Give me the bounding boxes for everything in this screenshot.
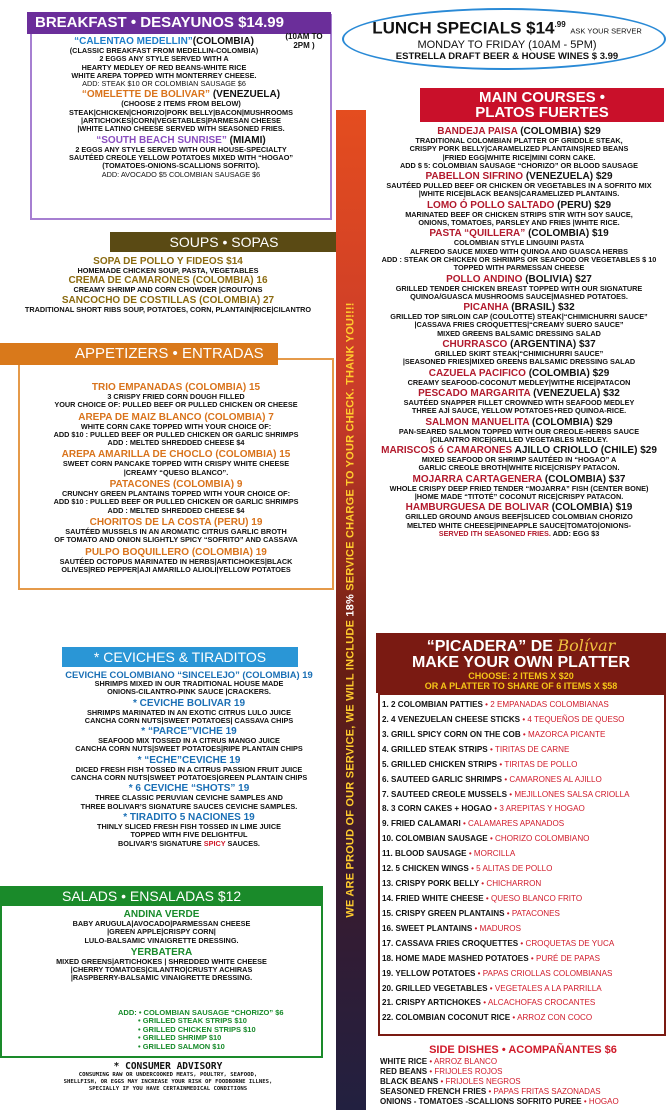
picadera-item: 1. 2 COLOMBIAN PATTIES • 2 EMPANADAS COLOMBIANAS xyxy=(382,700,609,709)
picadera-item-en: 11. BLOOD SAUSAGE xyxy=(382,849,467,859)
picadera-item-es: MADUROS xyxy=(479,923,521,933)
ceviches-list xyxy=(40,669,338,848)
picadera-item: 6. SAUTEED GARLIC SHRIMPS • CAMARONES AL AJILLO xyxy=(382,774,602,784)
main-dish-desc: CRISPY PORK BELLY|CARAMELIZED PLANTAINS|RED BEANS xyxy=(409,144,629,154)
main-header-line: PLATOS FUERTES xyxy=(475,104,609,121)
banner-text: WE ARE PROUD OF OUR SERVICE, WE WILL INCLUDE xyxy=(345,616,357,918)
dish-desc: HEARTY MEDLEY OF RED BEANS-WHITE RICE xyxy=(81,62,247,72)
side-item-es: FRIJOLES NEGROS xyxy=(445,1077,521,1086)
dish-desc: (TOMATOES-ONIONS-SCALLIONS SOFRITO). xyxy=(102,161,260,171)
dish-desc: STEAK|CHICKEN|CHORIZO|PORK BELLY|BACON|MUSHROOMS xyxy=(69,107,293,117)
appetizer-name: CHORITOS DE LA COSTA (PERU) 19 xyxy=(89,516,263,528)
picadera-item: 10. COLOMBIAN SAUSAGE • CHORIZO COLOMBIANO xyxy=(382,834,590,844)
soups-list xyxy=(0,256,336,314)
picadera-item-en: 15. CRISPY GREEN PLANTAINS xyxy=(382,908,505,918)
picadera-item-en: 9. FRIED CALAMARI xyxy=(382,819,461,829)
picadera-item: 8. 3 CORN CAKES + HOGAO • 3 AREPITAS Y HOGAO xyxy=(382,804,585,814)
main-dish-name: PASTA “QUILLERA” xyxy=(429,228,526,240)
ceviche-name: * “PARCE”VICHE 19 xyxy=(141,726,237,738)
appetizer-desc: YOUR CHOICE OF: PULLED BEEF OR PULLED CHICKEN OR CHEESE xyxy=(54,400,298,410)
main-dish-desc: COLOMBIAN STYLE LINGUINI PASTA xyxy=(453,238,585,248)
appetizer-name: PATACONES (COLOMBIA) 9 xyxy=(109,479,243,491)
main-dish-desc: GRILLED SKIRT STEAK|“CHIMICHURRI SAUCE” xyxy=(434,349,604,359)
picadera-item-es: 4 TEQUEÑOS DE QUESO xyxy=(527,714,625,724)
main-courses-list xyxy=(372,126,666,538)
main-dish-desc xyxy=(372,530,666,538)
appetizer-name: PULPO BOQUILLERO (COLOMBIA) 19 xyxy=(85,546,267,558)
ceviche-desc-text: SAUCES. xyxy=(225,838,260,848)
main-dish-price: AJILLO CRIOLLO (CHILE) $29 xyxy=(514,445,657,457)
main-dish-desc: ADD $ 5: COLOMBIAN SAUSAGE “CHORIZO” OR BLOOD SAUSAGE xyxy=(400,160,638,170)
main-dish-desc: |CASSAVA FRIES CROQUETTES|“CREAMY SUERO SAUCE” xyxy=(414,320,624,330)
side-item: ONIONS - TOMATOES -SCALLIONS SOFRITO PUREE • HOGAO xyxy=(380,1097,619,1106)
picadera-item-en: 17. CASSAVA FRIES CROQUETTES xyxy=(382,938,519,948)
dish-desc: 2 EGGS ANY STYLE SERVED WITH A xyxy=(99,54,229,64)
picadera-item: 5. GRILLED CHICKEN STRIPS • TIRITAS DE POLLO xyxy=(382,759,578,769)
main-dish-name: CHURRASCO xyxy=(442,339,508,351)
main-dish-desc: GRILLED TOP SIRLOIN CAP (COULOTTE) STEAK|“CHIMICHURRI SAUCE” xyxy=(390,312,648,322)
appetizer-desc: WHITE CORN CAKE TOPPED WITH YOUR CHOICE OF: xyxy=(80,421,272,431)
appetizer-desc: SAUTÉED MUSSELS IN AN AROMATIC CITRUS GARLIC BROTH xyxy=(65,526,287,536)
salad-desc: |CHERRY TOMATOES|CILANTRO|CRUSTY ACHIRAS xyxy=(70,965,253,975)
dish-name: “OMELETTE DE BOLIVAR” xyxy=(81,89,211,101)
main-dish-desc: MIXED GREENS BALSAMIC DRESSING SALAD xyxy=(437,328,601,338)
picadera-item-es: MEJILLONES SALSA CRIOLLA xyxy=(514,789,630,799)
picadera-item-es: PATACONES xyxy=(511,908,560,918)
banner-percent: 18% xyxy=(345,594,357,617)
picadera-item: 15. CRISPY GREEN PLANTAINS • PATACONES xyxy=(382,908,560,918)
side-item: BLACK BEANS • FRIJOLES NEGROS xyxy=(380,1077,521,1086)
picadera-item-es: ARROZ CON COCO xyxy=(517,1013,593,1023)
side-item-es: FRIJOLES ROJOS xyxy=(434,1067,503,1076)
main-dish-price: (COLOMBIA) $29 xyxy=(532,416,613,428)
picadera-item-en: 18. HOME MADE MASHED POTATOES xyxy=(382,953,529,963)
ceviche-desc xyxy=(40,840,338,848)
main-dish-price: (VENEZUELA) $29 xyxy=(525,171,613,183)
ceviche-name: CEVICHE COLOMBIANO “SINCELEJO” (COLOMBIA) 19 xyxy=(65,669,313,680)
ceviche-name: * “ECHE”CEVICHE 19 xyxy=(137,754,241,766)
ceviche-desc: SHRIMPS MARINATED IN AN EXOTIC CITRUS LULO JUICE xyxy=(87,707,291,717)
salad-add: • GRILLED SALMON $10 xyxy=(138,1041,225,1051)
side-item-en: ONIONS - TOMATOES -SCALLIONS SOFRITO PUREE xyxy=(380,1097,582,1106)
side-item: WHITE RICE • ARROZ BLANCO xyxy=(380,1057,498,1066)
main-dish-name: CAZUELA PACIFICO xyxy=(428,367,526,379)
picadera-title xyxy=(376,637,666,655)
salad-desc: LULO-BALSAMIC VINAIGRETTE DRESSING. xyxy=(84,935,239,945)
ceviche-name: * CEVICHE BOLIVAR 19 xyxy=(132,697,246,709)
appetizer-desc: |CREAMY “QUESO BLANCO”. xyxy=(123,467,229,477)
main-dish-desc: MELTED WHITE CHEESE|PINEAPPLE SAUCE|TOMATO|ONIONS- xyxy=(406,520,632,530)
side-item-en: BLACK BEANS xyxy=(380,1077,439,1086)
ceviche-desc: ONIONS-CILANTRO-PINK SAUCE |CRACKERS. xyxy=(107,687,271,697)
picadera-logo-text: Bolívar xyxy=(557,636,616,655)
burger-fries: SERVED ITH SEASONED FRIES. xyxy=(438,528,551,538)
picadera-item-en: 22. COLOMBIAN COCONUT RICE xyxy=(382,1013,511,1023)
picadera-item-es: QUESO BLANCO FRITO xyxy=(490,893,583,903)
side-item-es: PAPAS FRITAS SAZONADAS xyxy=(493,1087,601,1096)
main-dish-price: (COLOMBIA) $37 xyxy=(544,473,626,485)
picadera-item: 2. 4 VENEZUELAN CHEESE STICKS • 4 TEQUEÑOS DE QUESO xyxy=(382,714,625,724)
picadera-item-es: MORCILLA xyxy=(473,849,516,859)
breakfast-time: (10AM TO 2PM ) xyxy=(285,32,323,50)
main-dish-price: (PERU) $29 xyxy=(557,199,612,211)
picadera-item-es: VEGETALES A LA PARRILLA xyxy=(494,983,602,993)
main-dish-desc: GARLIC CREOLE BROTH|WHITE RICE|CRISPY PATACON. xyxy=(418,463,620,473)
service-charge-text xyxy=(336,110,366,1110)
picadera-item-en: 1. 2 COLOMBIAN PATTIES xyxy=(382,700,483,709)
ceviche-desc: DICED FRESH FISH TOSSED IN A CITRUS PASSION FRUIT JUICE xyxy=(75,764,303,774)
picadera-item-es: CAMARONES AL AJILLO xyxy=(509,774,602,784)
dish-desc: 2 EGGS ANY STYLE SERVED WITH OUR HOUSE-SPECIALTY xyxy=(75,144,287,154)
soup-name: CREMA DE CAMARONES (COLOMBIA) 16 xyxy=(68,275,268,287)
picadera-item: 4. GRILLED STEAK STRIPS • TIRITAS DE CARNE xyxy=(382,744,570,754)
main-dish-desc: GRILLED GROUND ANGUS BEEF|SLICED COLOMBIAN CHORIZO xyxy=(405,512,633,522)
dish-desc: |WHITE LATINO CHEESE SERVED WITH SEASONED FRIES. xyxy=(77,124,285,134)
ceviche-desc: SHRIMPS MIXED IN OUR TRADITIONAL HOUSE MADE xyxy=(94,679,284,688)
side-item-en: SEASONED FRENCH FRIES xyxy=(380,1087,487,1096)
picadera-item-en: 16. SWEET PLANTAINS xyxy=(382,923,473,933)
main-dish-name: PABELLON SIFRINO xyxy=(425,171,524,183)
main-dish-desc: PAN-SEARED SALMON TOPPED WITH OUR CREOLE-HERBS SAUCE xyxy=(398,426,640,436)
breakfast-list xyxy=(32,36,330,179)
advisory-title: * CONSUMER ADVISORY xyxy=(113,1061,223,1072)
ceviche-desc: CANCHA CORN NUTS|SWEET POTATOES| CASSAVA CHIPS xyxy=(84,715,294,725)
main-dish-desc: |FRIED EGG|WHITE RICE|MINI CORN CAKE. xyxy=(442,152,596,162)
picadera-item-en: 12. 5 CHICKEN WINGS xyxy=(382,864,469,874)
main-dish-name: PICANHA xyxy=(463,302,509,314)
picadera-item-en: 4. GRILLED STEAK STRIPS xyxy=(382,744,488,754)
main-dish-desc: |WHITE RICE|BLACK BEANS|CARAMELIZED PLANTAINS. xyxy=(418,189,620,199)
picadera-item-es: 2 EMPANADAS COLOMBIANAS xyxy=(490,700,609,709)
picadera-item: 22. COLOMBIAN COCONUT RICE • ARROZ CON COCO xyxy=(382,1013,593,1023)
dish-add: ADD: AVOCADO $5 COLOMBIAN SAUSAGE $6 xyxy=(101,169,261,179)
appetizers-header: APPETIZERS • ENTRADAS xyxy=(0,343,278,365)
ceviche-desc: CANCHA CORN NUTS|SWEET POTATOES|GREEN PLANTAIN CHIPS xyxy=(70,773,308,783)
picadera-item: 13. CRISPY PORK BELLY • CHICHARRON xyxy=(382,879,542,889)
soup-desc: TRADITIONAL SHORT RIBS SOUP, POTATOES, CORN, PLANTAIN|RICE|CILANTRO xyxy=(24,304,312,314)
main-dish-price: (COLOMBIA) $29 xyxy=(520,126,601,137)
picadera-share: OR A PLATTER TO SHARE OF 6 ITEMS X $58 xyxy=(424,681,618,691)
picadera-item-es: ALCACHOFAS CROCANTES xyxy=(487,998,596,1008)
picadera-item-es: TIRITAS DE POLLO xyxy=(504,759,578,769)
picadera-subtitle: MAKE YOUR OWN PLATTER xyxy=(411,654,631,671)
picadera-item-en: 10. COLOMBIAN SAUSAGE xyxy=(382,834,488,844)
soup-desc: CREAMY SHRIMP AND CORN CHOWDER |CROUTONS xyxy=(73,285,263,295)
consumer-advisory xyxy=(0,1061,336,1093)
main-dish-desc: MARINATED BEEF OR CHICKEN STRIPS STIR WITH SOY SAUCE, xyxy=(405,209,633,219)
salad-desc: BABY ARUGULA|AVOCADO|PARMESSAN CHEESE xyxy=(72,919,251,928)
main-dish-price: (VENEZUELA) $32 xyxy=(533,387,620,399)
dish-name: “CALENTAO MEDELLIN” xyxy=(74,36,193,47)
soup-desc: HOMEMADE CHICKEN SOUP, PASTA, VEGETABLES xyxy=(77,266,259,275)
ceviche-name: * 6 CEVICHE “SHOTS” 19 xyxy=(128,783,250,795)
main-dish-desc: GRILLED TENDER CHICKEN BREAST TOPPED WITH OUR SIGNATURE xyxy=(395,283,643,293)
burger-add: ADD: EGG $3 xyxy=(550,528,600,538)
appetizer-desc: OF TOMATO AND ONION SLIGHTLY SPICY “SOFRITO” AND CASSAVA xyxy=(54,535,298,545)
picadera-item: 18. HOME MADE MASHED POTATOES • PURÉ DE PAPAS xyxy=(382,953,600,963)
salad-desc: |RASPBERRY-BALSAMIC VINAIGRETTE DRESSING. xyxy=(70,973,253,983)
ceviche-desc: CANCHA CORN NUTS|SWEET POTATOES|RIPE PLANTAIN CHIPS xyxy=(75,744,303,754)
ceviche-desc: THREE CLASSIC PERUVIAN CEVICHE SAMPLES AND xyxy=(95,793,283,803)
picadera-item: 3. GRILL SPICY CORN ON THE COB • MAZORCA PICANTE xyxy=(382,729,606,739)
advisory-line: CONSUMING RAW OR UNDERCOOKED MEATS, POULTRY, SEAFOOD, xyxy=(78,1072,258,1078)
banner-text: SERVICE CHARGE TO YOUR CHECK. THANK YOU!!!! xyxy=(345,302,357,595)
side-item-en: WHITE RICE xyxy=(380,1057,428,1066)
main-dish-price: (COLOMBIA) $19 xyxy=(528,228,609,240)
picadera-item-es: 3 AREPITAS Y HOGAO xyxy=(499,804,585,814)
salad-add: • GRILLED STEAK STRIPS $10 xyxy=(138,1016,247,1026)
salad-adds xyxy=(118,1009,328,1051)
picadera-item-es: CHORIZO COLOMBIANO xyxy=(495,834,590,844)
main-dish-desc: TRADITIONAL COLOMBIAN PLATTER OF GRIDDLE STEAK, xyxy=(415,136,623,145)
picadera-title-text: “PICADERA” DE xyxy=(426,638,558,655)
picadera-item-en: 19. YELLOW POTATOES xyxy=(382,968,476,978)
picadera-item: 19. YELLOW POTATOES • PAPAS CRIOLLAS COLOMBIANAS xyxy=(382,968,613,978)
advisory-line: SPECIALLY IF YOU HAVE CERTAINMEDICAL CONDITIONS xyxy=(88,1086,248,1092)
ceviche-desc: TOPPED WITH FIVE DELIGHTFUL xyxy=(130,830,248,840)
picadera-item-es: PURÉ DE PAPAS xyxy=(535,953,600,963)
dish-desc: (CLASSIC BREAKFAST FROM MEDELLIN-COLOMBIA) xyxy=(69,46,259,55)
lunch-specials xyxy=(352,16,662,62)
appetizer-name: AREPA AMARILLA DE CHOCLO (COLOMBIA) 15 xyxy=(61,449,291,461)
main-dish-desc: SAUTÉED SNAPPER FILLET CROWNED WITH SEAFOOD MEDLEY xyxy=(403,397,635,407)
appetizer-desc: 3 CRISPY FRIED CORN DOUGH FILLED xyxy=(107,392,245,401)
picadera-item: 11. BLOOD SAUSAGE • MORCILLA xyxy=(382,849,516,859)
side-dishes xyxy=(380,1043,666,1107)
dish-desc: (CHOOSE 2 ITEMS FROM BELOW) xyxy=(121,99,241,109)
picadera-item-es: 5 ALITAS DE POLLO xyxy=(476,864,553,874)
salad-add: ADD: • COLOMBIAN SAUSAGE “CHORIZO” $6 xyxy=(118,1008,284,1017)
main-dish-desc: CREAMY SEAFOOD-COCONUT MEDLEY|WITHE RICE|PATACON xyxy=(407,377,631,387)
picadera-item-es: PAPAS CRIOLLAS COLOMBIANAS xyxy=(482,968,613,978)
picadera-item: 9. FRIED CALAMARI • CALAMARES APANADOS xyxy=(382,819,565,829)
main-dish-price: (COLOMBIA) $29 xyxy=(528,367,610,379)
dish-desc: SAUTÉED CREOLE YELLOW POTATOES MIXED WITH “HOGAO” xyxy=(68,152,294,162)
picadera-item-en: 7. SAUTEED CREOLE MUSSELS xyxy=(382,789,508,799)
side-item-es: ARROZ BLANCO xyxy=(433,1057,498,1066)
main-dish-desc: ALFREDO SAUCE MIXED WITH QUINOA AND GUASCA HERBS xyxy=(409,246,629,256)
dish-origin: (COLOMBIA) xyxy=(192,36,254,47)
appetizer-desc: ADD $10 : PULLED BEEF OR PULLED CHICKEN OR GARLIC SHRIMPS xyxy=(53,429,299,439)
dish-name: “SOUTH BEACH SUNRISE” xyxy=(96,134,227,146)
picadera-item: 17. CASSAVA FRIES CROQUETTES • CROQUETAS DE YUCA xyxy=(382,938,615,948)
main-dish-price: (COLOMBIA) $19 xyxy=(551,502,633,514)
dish-desc: WHITE AREPA TOPPED WITH MONTERREY CHEESE. xyxy=(71,70,257,80)
picadera-item-en: 21. CRISPY ARTICHOKES xyxy=(382,998,481,1008)
picadera-item-en: 5. GRILLED CHICKEN STRIPS xyxy=(382,759,498,769)
appetizer-desc: OLIVES|RED PEPPER|AJI AMARILLO ALIOLI|YELLOW POTATOES xyxy=(61,564,291,574)
ceviches-header: * CEVICHES & TIRADITOS xyxy=(62,647,298,667)
ceviche-desc: THINLY SLICED FRESH FISH TOSSED IN LIME JUICE xyxy=(97,821,281,831)
advisory-line: SHELLFISH, OR EGGS MAY INCREASE YOUR RISK OF FOODBORNE ILLNES, xyxy=(63,1079,273,1085)
main-dish-desc: ADD : STEAK OR CHICKEN OR SHRIMPS OR SEAFOOD OR VEGETABLES $ 10 xyxy=(381,254,657,264)
dish-origin: (MIAMI) xyxy=(229,134,266,146)
picadera-item-en: 8. 3 CORN CAKES + HOGAO xyxy=(382,804,492,814)
picadera-list xyxy=(382,698,664,1026)
side-item: SEASONED FRENCH FRIES • PAPAS FRITAS SAZONADAS xyxy=(380,1087,601,1096)
picadera-choose: CHOOSE: 2 ITEMS X $20 xyxy=(468,671,574,681)
main-dish-desc: ONIONS, TOMATOES, PARSLEY AND FRIES |WHITE RICE. xyxy=(418,218,620,228)
main-dish-desc: |CILANTRO RICE|GRILLED VEGETABLES MEDLEY. xyxy=(430,434,608,444)
main-dish-name: BANDEJA PAISA xyxy=(437,126,518,137)
main-dish-price: (BOLIVIA) $27 xyxy=(525,273,592,285)
main-header-line: MAIN COURSES • xyxy=(478,89,606,106)
main-dish-price: (ARGENTINA) $37 xyxy=(510,339,596,351)
appetizer-desc: SWEET CORN PANCAKE TOPPED WITH CRISPY WHITE CHEESE xyxy=(62,459,290,469)
soups-header: SOUPS • SOPAS xyxy=(110,232,338,252)
salads-list xyxy=(4,909,319,983)
picadera-item: 14. FRIED WHITE CHEESE • QUESO BLANCO FRITO xyxy=(382,893,583,903)
main-dish-name: LOMO Ó POLLO SALTADO xyxy=(426,199,555,211)
picadera-item-en: 20. GRILLED VEGETABLES xyxy=(382,983,488,993)
ceviche-desc: THREE BOLIVAR’S SIGNATURE SAUCES CEVICHE SAMPLES. xyxy=(80,801,298,811)
picadera-item-es: CHICHARRON xyxy=(486,879,542,889)
spicy-label: SPICY xyxy=(203,838,226,848)
picadera-item-en: 13. CRISPY PORK BELLY xyxy=(382,879,480,889)
salad-desc: MIXED GREENS|ARTICHOKES | SHREDDED WHITE CHEESE xyxy=(56,956,267,966)
main-dish-name: MARISCOS ó CAMARONES xyxy=(381,445,513,457)
breakfast-item xyxy=(32,36,330,88)
appetizer-desc: ADD : MELTED SHREDDED CHEESE $4 xyxy=(107,505,245,515)
picadera-item-en: 3. GRILL SPICY CORN ON THE COB xyxy=(382,729,521,739)
picadera-item-es: CALAMARES APANADOS xyxy=(468,819,565,829)
main-courses-header xyxy=(420,88,664,122)
salad-name: YERBATERA xyxy=(130,946,193,958)
breakfast-item xyxy=(32,89,330,133)
picadera-item: 16. SWEET PLANTAINS • MADUROS xyxy=(382,923,521,933)
main-dish-desc: |SEASONED FRIES|MIXED GREENS BALSAMIC DRESSING SALAD xyxy=(402,357,636,367)
appetizer-desc: SAUTÉED OCTOPUS MARINATED IN HERBS|ARTICHOKES|BLACK xyxy=(59,556,293,566)
picadera-item-en: 14. FRIED WHITE CHEESE xyxy=(382,893,484,903)
dish-add: ADD: STEAK $10 OR COLOMBIAN SAUSAGE $6 xyxy=(82,79,246,89)
main-dish-name: PESCADO MARGARITA xyxy=(418,387,531,399)
main-dish-desc: SAUTÉED PULLED BEEF OR CHICKEN OR VEGETABLES IN A SOFRITO MIX xyxy=(386,181,652,191)
salad-name: ANDINA VERDE xyxy=(123,909,200,920)
appetizer-desc: ADD : MELTED SHREDDED CHEESE $4 xyxy=(107,438,245,448)
picadera-item-es: CROQUETAS DE YUCA xyxy=(525,938,615,948)
main-dish-name: HAMBURGUESA DE BOLIVAR xyxy=(405,502,549,514)
breakfast-item xyxy=(32,135,330,179)
lunch-title xyxy=(352,16,662,40)
main-dish-desc: QUINOA/GUASCA MUSHROOMS SAUCE|MASHED POTATOES. xyxy=(410,291,628,301)
picadera-item-es: MAZORCA PICANTE xyxy=(528,729,606,739)
ceviche-desc-text: BOLIVAR’S SIGNATURE xyxy=(118,838,204,848)
salad-add: • GRILLED SHRIMP $10 xyxy=(138,1033,222,1043)
appetizer-desc: CRUNCHY GREEN PLANTAINS TOPPED WITH YOUR CHOICE OF: xyxy=(61,489,291,499)
picadera-item-es: TIRITAS DE CARNE xyxy=(494,744,570,754)
main-dish-name: POLLO ANDINO xyxy=(446,273,523,285)
salads-header: SALADS • ENSALADAS $12 xyxy=(0,886,323,906)
lunch-beer-wine: ESTRELLA DRAFT BEER & HOUSE WINES $ 3.99 xyxy=(395,50,619,62)
dish-origin: (VENEZUELA) xyxy=(212,89,281,101)
side-item-en: RED BEANS xyxy=(380,1067,428,1076)
lunch-days: MONDAY TO FRIDAY (10AM - 5PM) xyxy=(417,38,597,51)
side-dishes-header: SIDE DISHES • ACOMPAÑANTES $6 xyxy=(429,1044,617,1056)
appetizer-desc: ADD $10 : PULLED BEEF OR PULLED CHICKEN OR GARLIC SHRIMPS xyxy=(53,497,299,507)
salad-desc: |GREEN APPLE|CRISPY CORN| xyxy=(107,927,216,937)
lunch-title-text: LUNCH SPECIALS $14 xyxy=(372,18,555,38)
picadera-item: 12. 5 CHICKEN WINGS • 5 ALITAS DE POLLO xyxy=(382,864,553,874)
main-dish-desc: MIXED SEAFOOD OR SHRIMP SAUTÉED IN “HOGAO” A xyxy=(421,455,617,465)
main-dish-price: (BRASIL) $32 xyxy=(511,302,575,314)
salad-add: • GRILLED CHICKEN STRIPS $10 xyxy=(138,1024,256,1034)
picadera-item-en: 2. 4 VENEZUELAN CHEESE STICKS xyxy=(382,714,521,724)
main-dish-name: MOJARRA CARTAGENERA xyxy=(412,473,543,485)
main-dish-desc: WHOLE CRISPY DEEP FRIED TENDER “MOJARRA” FISH (CENTER BONE) xyxy=(389,483,649,493)
appetizer-name: TRIO EMPANADAS (COLOMBIA) 15 xyxy=(91,382,261,393)
main-dish-desc: TOPPED WITH PARMESSAN CHEESE xyxy=(453,263,585,273)
picadera-item-en: 6. SAUTEED GARLIC SHRIMPS xyxy=(382,774,503,784)
side-item: RED BEANS • FRIJOLES ROJOS xyxy=(380,1067,503,1076)
picadera-item: 20. GRILLED VEGETABLES • VEGETALES A LA PARRILLA xyxy=(382,983,602,993)
lunch-ask: ASK YOUR SERVER xyxy=(570,26,642,36)
side-item-es: HOGAO xyxy=(588,1097,619,1106)
picadera-item: 21. CRISPY ARTICHOKES • ALCACHOFAS CROCANTES xyxy=(382,998,596,1008)
appetizers-list xyxy=(20,382,332,574)
appetizer-name: AREPA DE MAIZ BLANCO (COLOMBIA) 7 xyxy=(78,411,274,423)
picadera-item: 7. SAUTEED CREOLE MUSSELS • MEJILLONES SALSA CRIOLLA xyxy=(382,789,630,799)
ceviche-desc: SEAFOOD MIX TOSSED IN A CITRUS MANGO JUICE xyxy=(98,736,280,746)
main-dish-desc: THREE AJÍ SAUCE, YELLOW POTATOES+RED QUINOA-RICE. xyxy=(411,406,627,416)
soup-name: SOPA DE POLLO Y FIDEOS $14 xyxy=(93,256,243,267)
dish-desc: |ARTICHOKES|CORN|VEGETABLES|PARMESAN CHEESE xyxy=(80,116,282,126)
ceviche-name: * TIRADITO 5 NACIONES 19 xyxy=(123,811,255,823)
picadera-header xyxy=(376,633,666,693)
main-dish-desc: |HOME MADE “TITOTÉ” COCONUT RICE|CRISPY PATACON. xyxy=(414,492,624,502)
breakfast-header: BREAKFAST • DESAYUNOS $14.99 xyxy=(27,12,331,34)
lunch-cents: .99 xyxy=(554,20,566,29)
main-dish-name: SALMON MANUELITA xyxy=(425,416,530,428)
soup-name: SANCOCHO DE COSTILLAS (COLOMBIA) 27 xyxy=(61,294,275,306)
